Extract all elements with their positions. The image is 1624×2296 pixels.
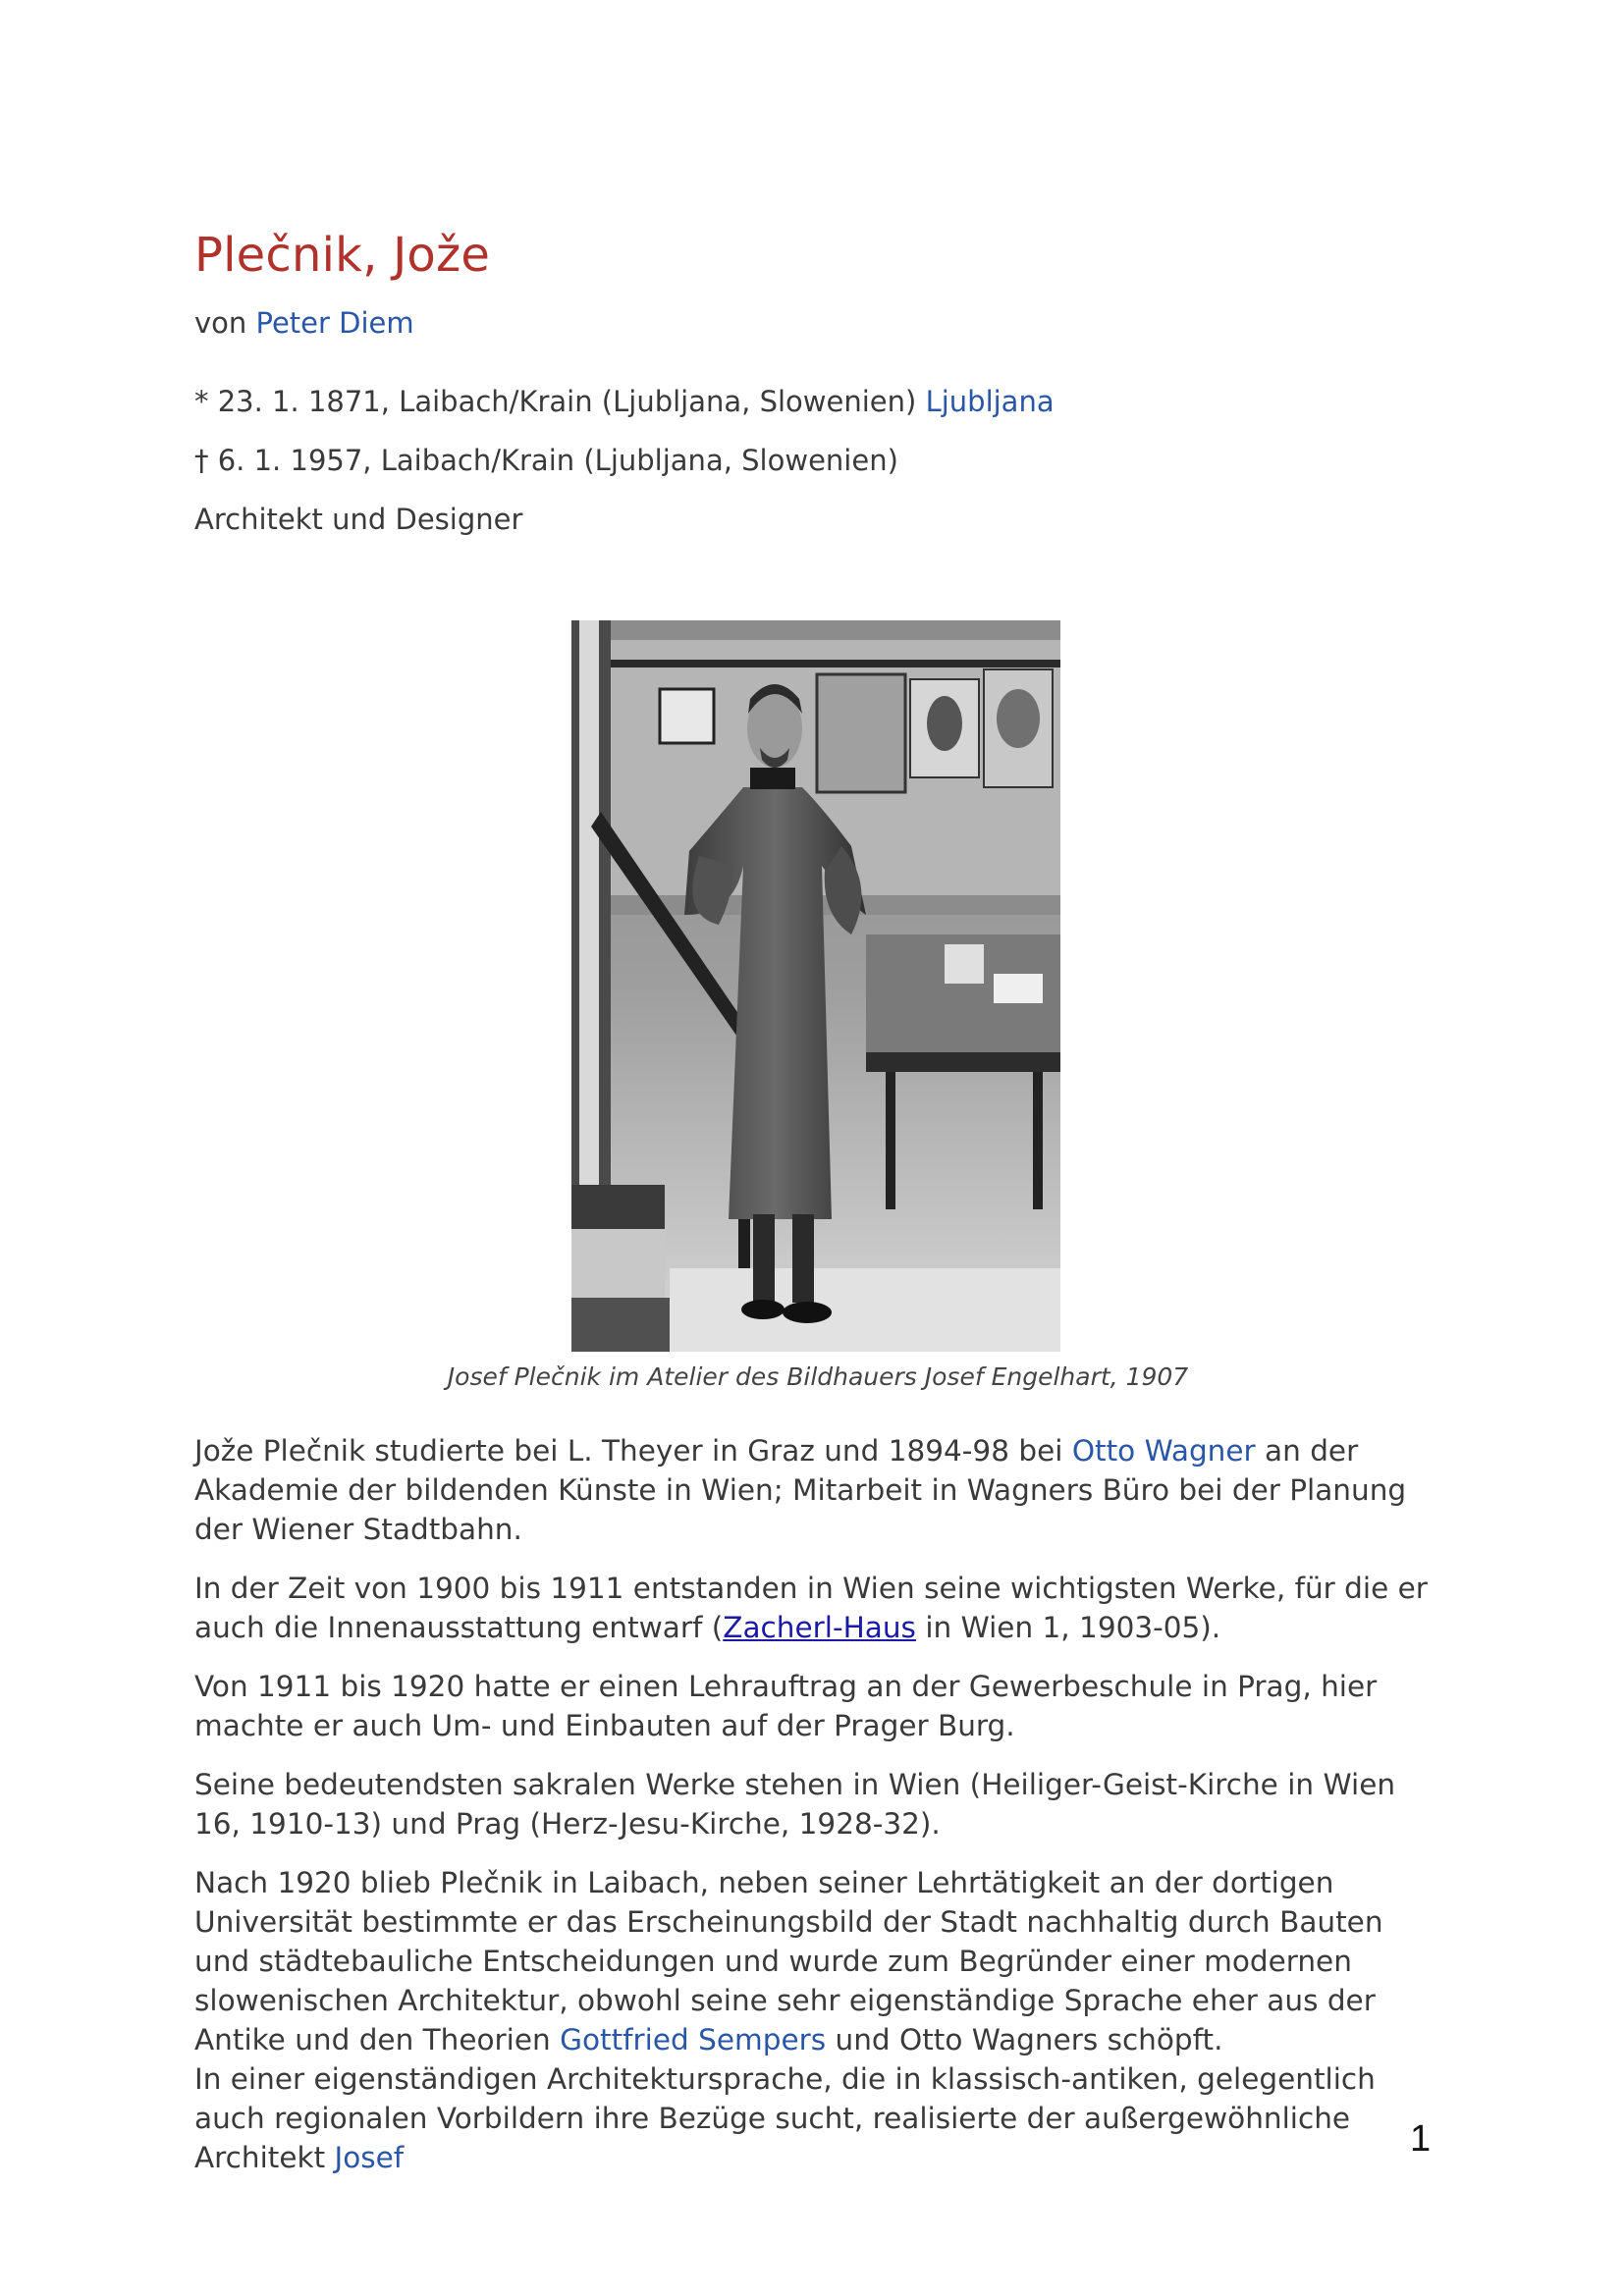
p2-text-b: in Wien 1, 1903-05).: [925, 1611, 1221, 1644]
ljubljana-link[interactable]: Ljubljana: [925, 385, 1055, 418]
paragraph-6: [194, 2059, 1441, 2177]
p5-text-b: und Otto Wagners schöpft.: [835, 2023, 1223, 2056]
byline-prefix: von: [194, 306, 247, 340]
article-body: [194, 1431, 1441, 2197]
p6-text-a: In einer eigenständigen Architektursprache, die in klassisch-antiken, gelegentlich auch regionalen Vorbildern ihre Bezüge sucht, realisierte der außergewöhnliche Architekt: [194, 2062, 1376, 2174]
photo-caption: Josef Plečnik im Atelier des Bildhauers Josef Engelhart, 1907: [447, 1362, 1189, 1391]
paragraph-5: [194, 1863, 1441, 2059]
paragraph-2: [194, 1569, 1441, 1647]
death-info: † 6. 1. 1957, Laibach/Krain (Ljubljana, Slowenien): [194, 444, 898, 477]
page-title: Plečnik, Jože: [194, 228, 491, 283]
josef-link[interactable]: Josef: [334, 2141, 405, 2174]
zacherl-haus-link[interactable]: Zacherl-Haus: [723, 1611, 916, 1644]
gottfried-semper-link[interactable]: Gottfried Sempers: [560, 2023, 827, 2056]
page-number: 1: [1410, 2118, 1432, 2160]
birth-text: * 23. 1. 1871, Laibach/Krain (Ljubljana, Slowenien): [194, 385, 917, 418]
p2-text-a: In der Zeit von 1900 bis 1911 entstanden in Wien seine wichtigsten Werke, für die er auch die Innenausstattung entwarf (: [194, 1572, 1428, 1644]
p1-text-b: an der Akademie der bildenden Künste in Wien; Mitarbeit in Wagners Büro bei der Planung der Wiener Stadtbahn.: [194, 1434, 1407, 1546]
author-link[interactable]: Peter Diem: [255, 306, 414, 340]
p1-text-a: Jože Plečnik studierte bei L. Theyer in Graz und 1894-98 bei: [194, 1434, 1063, 1468]
portrait-photo: [571, 620, 1060, 1352]
photo-illustration: [571, 620, 1060, 1352]
p5-text-a: Nach 1920 blieb Plečnik in Laibach, neben seiner Lehrtätigkeit an der dortigen Universität bestimmte er das Erscheinungsbild der Stadt nachhaltig durch Bauten und städtebauliche Entscheidungen und wurde zum Begründer einer modernen slowenischen Architektur, obwohl seine sehr eigenständige Sprache eher aus der Antike und den Theorien: [194, 1866, 1383, 2056]
profession: Architekt und Designer: [194, 503, 523, 536]
paragraph-4: Seine bedeutendsten sakralen Werke stehen in Wien (Heiliger-Geist-Kirche in Wien 16, 1910-13) und Prag (Herz-Jesu-Kirche, 1928-32).: [194, 1768, 1396, 1841]
paragraph-3: Von 1911 bis 1920 hatte er einen Lehrauftrag an der Gewerbeschule in Prag, hier machte er auch Um- und Einbauten auf der Prager Burg.: [194, 1670, 1378, 1742]
birth-info: [194, 385, 1055, 418]
otto-wagner-link[interactable]: Otto Wagner: [1071, 1434, 1256, 1468]
byline: [194, 306, 414, 340]
paragraph-1: [194, 1431, 1441, 1549]
